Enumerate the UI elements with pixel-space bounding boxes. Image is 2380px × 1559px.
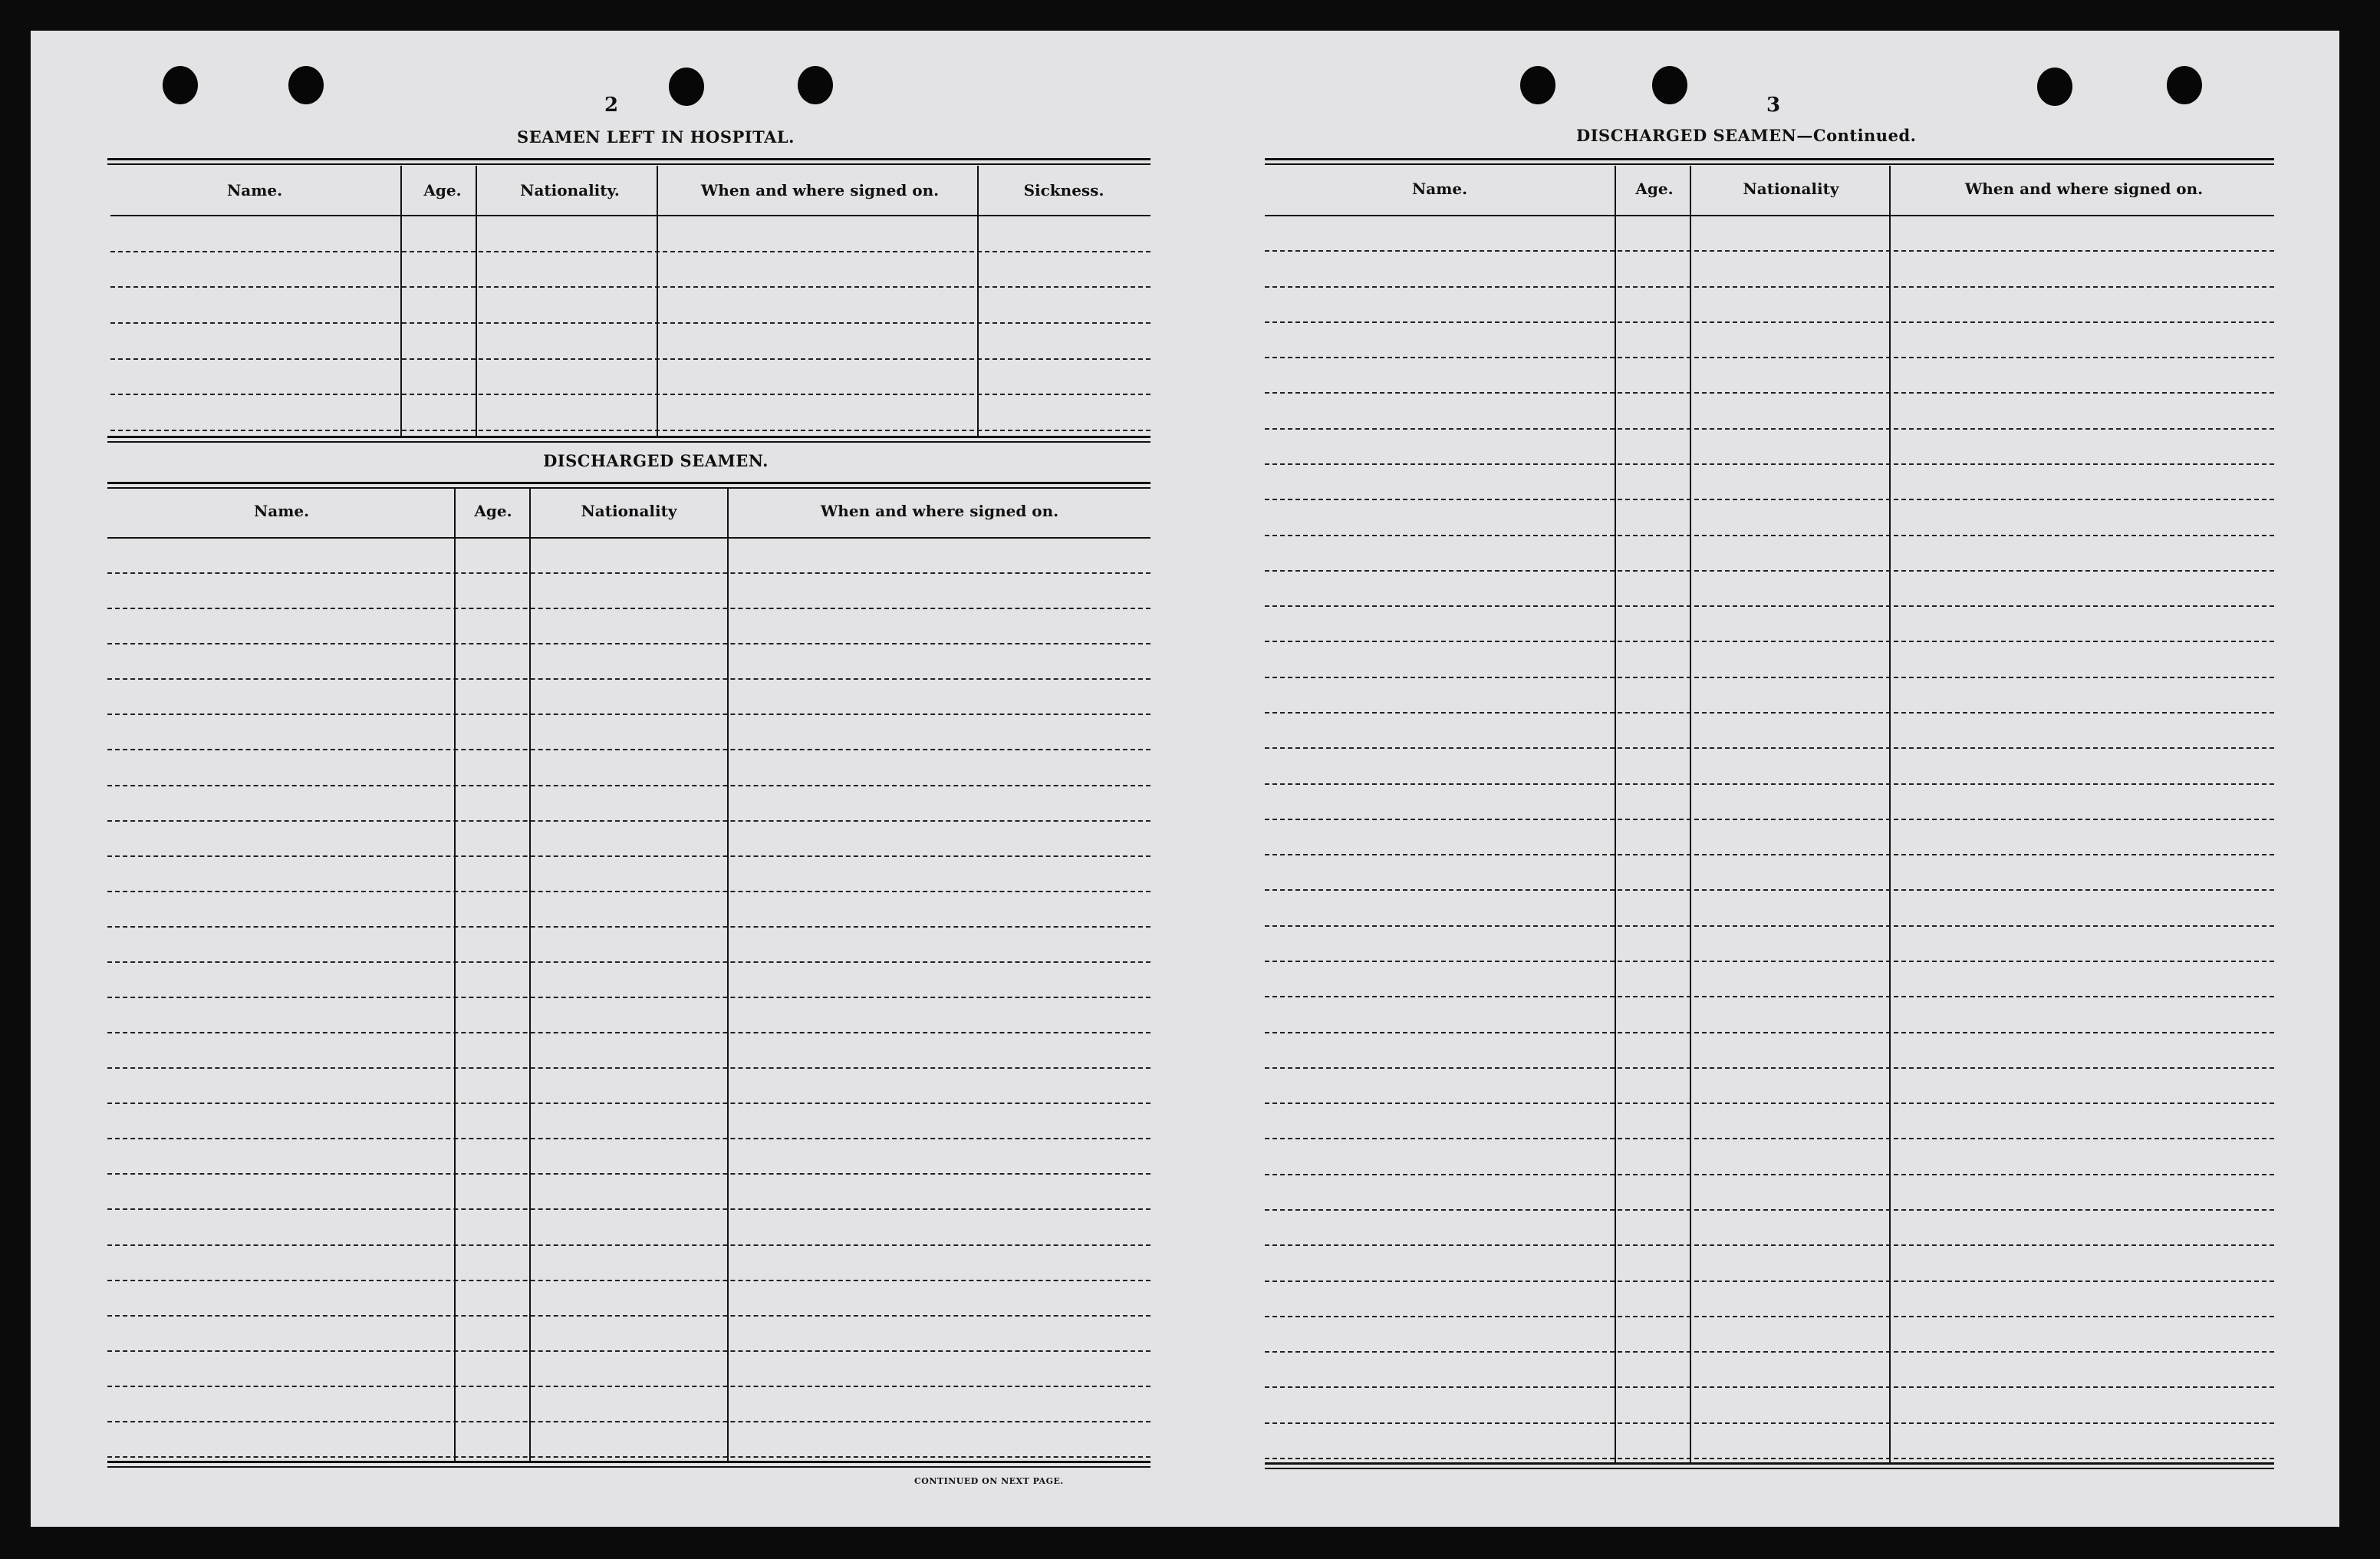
discharged-col-divider (454, 488, 456, 1461)
blank-entry-line (1265, 1316, 2274, 1317)
blank-entry-line (1265, 1351, 2274, 1353)
blank-entry-line (107, 1244, 1150, 1246)
discharged-col-divider (529, 488, 531, 1461)
blank-entry-line (110, 394, 1150, 395)
hospital-col-divider (476, 166, 477, 436)
blank-entry-line (1265, 1386, 2274, 1388)
blank-entry-line (1265, 641, 2274, 642)
blank-entry-line (107, 643, 1150, 644)
blank-entry-line (1265, 392, 2274, 394)
blank-entry-line (1265, 712, 2274, 714)
right-page (1193, 31, 2339, 1527)
discharged-top-rule (107, 482, 1150, 489)
hospital-col-age: Age. (423, 181, 462, 199)
continued-col-age: Age. (1635, 180, 1674, 198)
hospital-top-rule (107, 158, 1150, 165)
continued-note: CONTINUED ON NEXT PAGE. (914, 1476, 1064, 1486)
blank-entry-line (107, 1103, 1150, 1104)
discharged-section-title: DISCHARGED SEAMEN. (543, 451, 769, 470)
blank-entry-line (110, 251, 1150, 252)
hospital-col-when-where: When and where signed on. (700, 181, 940, 199)
blank-entry-line (110, 358, 1150, 360)
discharged-col-age: Age. (474, 502, 512, 520)
hospital-bottom-rule (107, 436, 1150, 443)
blank-entry-line (1265, 783, 2274, 785)
blank-entry-line (1265, 321, 2274, 323)
blank-entry-line (1265, 428, 2274, 430)
continued-col-when-where: When and where signed on. (1964, 180, 2204, 198)
blank-entry-line (107, 714, 1150, 715)
left-page (31, 31, 1193, 1527)
hospital-col-name: Name. (226, 181, 283, 199)
page-number: 2 (604, 94, 619, 117)
discharged-col-divider (727, 488, 729, 1461)
continued-col-divider (1615, 166, 1616, 1462)
blank-entry-line (1265, 925, 2274, 927)
blank-entry-line (1265, 1138, 2274, 1139)
blank-entry-line (1265, 463, 2274, 465)
manifest-sheet (31, 31, 2339, 1527)
blank-entry-line (110, 286, 1150, 288)
discharged-bottom-rule (107, 1461, 1150, 1468)
hospital-col-nationality: Nationality. (520, 181, 620, 199)
blank-entry-line (1265, 605, 2274, 607)
blank-entry-line (107, 785, 1150, 786)
blank-entry-line (1265, 1244, 2274, 1246)
discharged-col-nationality: Nationality (581, 502, 677, 520)
blank-entry-line (107, 926, 1150, 928)
blank-entry-line (107, 749, 1150, 750)
blank-entry-line (107, 961, 1150, 963)
blank-entry-line (107, 1280, 1150, 1281)
hospital-section-title: SEAMEN LEFT IN HOSPITAL. (517, 127, 795, 147)
blank-entry-line (107, 1421, 1150, 1422)
blank-entry-line (107, 1067, 1150, 1069)
continued-col-name: Name. (1411, 180, 1468, 198)
blank-entry-line (107, 1138, 1150, 1139)
blank-entry-line (107, 1350, 1150, 1352)
page-number: 3 (1766, 94, 1781, 117)
blank-entry-line (107, 608, 1150, 609)
blank-entry-line (1265, 1174, 2274, 1175)
discharged-col-name: Name. (253, 502, 310, 520)
discharged-col-when-where: When and where signed on. (820, 502, 1059, 520)
blank-entry-line (1265, 250, 2274, 252)
hospital-col-divider (400, 166, 402, 436)
hospital-col-divider (977, 166, 979, 436)
continued-section-title: DISCHARGED SEAMEN—Continued. (1576, 126, 1917, 145)
blank-entry-line (1265, 819, 2274, 820)
hospital-header-rule (110, 215, 1150, 216)
blank-entry-line (1265, 535, 2274, 536)
blank-entry-line (107, 855, 1150, 857)
blank-entry-line (1265, 570, 2274, 572)
hospital-col-sickness: Sickness. (1023, 181, 1104, 199)
discharged-header-rule (107, 537, 1150, 539)
blank-entry-line (1265, 357, 2274, 358)
blank-entry-line (107, 572, 1150, 574)
blank-entry-line (107, 1456, 1150, 1458)
continued-bottom-rule (1265, 1462, 2274, 1469)
continued-top-rule (1265, 158, 2274, 165)
blank-entry-line (110, 430, 1150, 431)
continued-header-rule (1265, 215, 2274, 216)
blank-entry-line (1265, 1422, 2274, 1424)
blank-entry-line (1265, 854, 2274, 855)
continued-col-divider (1690, 166, 1691, 1462)
blank-entry-line (1265, 1458, 2274, 1459)
continued-col-nationality: Nationality (1743, 180, 1839, 198)
blank-entry-line (107, 1208, 1150, 1210)
blank-entry-line (107, 1032, 1150, 1033)
hospital-col-divider (657, 166, 658, 436)
blank-entry-line (1265, 286, 2274, 288)
blank-entry-line (1265, 499, 2274, 500)
blank-entry-line (1265, 1067, 2274, 1069)
blank-entry-line (1265, 747, 2274, 749)
blank-entry-line (1265, 1280, 2274, 1282)
blank-entry-line (1265, 677, 2274, 678)
blank-entry-line (1265, 1032, 2274, 1033)
blank-entry-line (110, 322, 1150, 324)
blank-entry-line (1265, 1103, 2274, 1104)
blank-entry-line (107, 820, 1150, 822)
blank-entry-line (1265, 1209, 2274, 1211)
blank-entry-line (1265, 996, 2274, 997)
blank-entry-line (1265, 889, 2274, 891)
blank-entry-line (107, 1315, 1150, 1317)
blank-entry-line (107, 678, 1150, 680)
continued-col-divider (1889, 166, 1891, 1462)
blank-entry-line (107, 1386, 1150, 1387)
blank-entry-line (107, 1173, 1150, 1175)
blank-entry-line (107, 891, 1150, 892)
blank-entry-line (1265, 961, 2274, 962)
blank-entry-line (107, 997, 1150, 998)
